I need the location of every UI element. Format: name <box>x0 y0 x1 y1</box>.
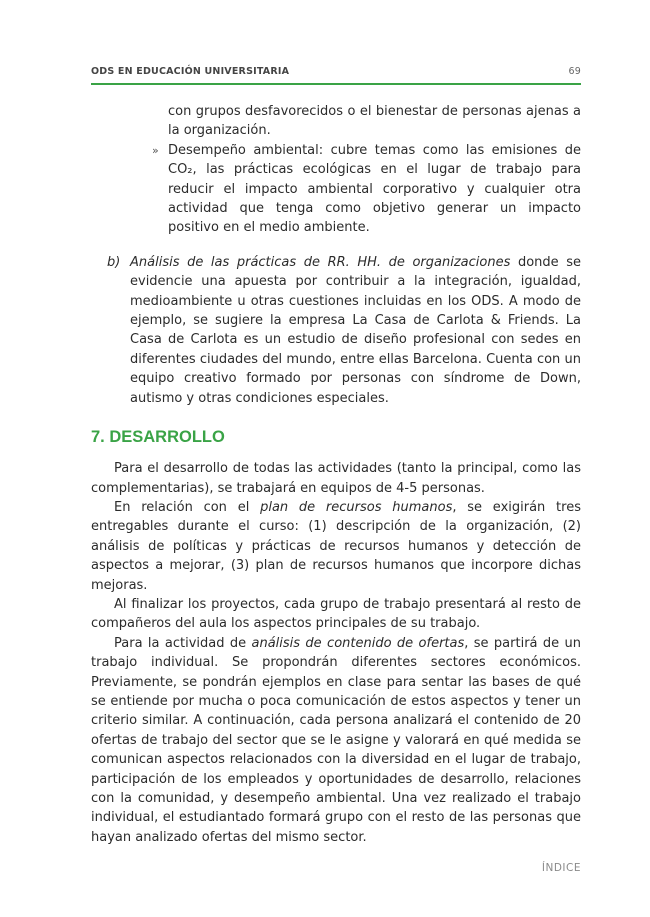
page-number: 69 <box>568 66 581 77</box>
section-heading: 7. DESARROLLO <box>91 428 225 447</box>
index-link[interactable]: ÍNDICE <box>541 862 581 874</box>
continued-text: con grupos desfavorecidos o el bienestar de personas ajenas a la organización. <box>168 104 581 139</box>
paragraph-4-text-a: Para la actividad de <box>114 635 252 651</box>
bullet-marker: » <box>152 143 159 157</box>
paragraph-3: Al finalizar los proyectos, cada grupo de trabajo presentará al resto de compañeros del aula los aspectos principales de su trabajo. <box>91 596 581 632</box>
paragraph-1: Para el desarrollo de todas las actividades (tanto la principal, como las complementarias), se trabajará en equipos de 4-5 personas. <box>91 461 581 496</box>
list-marker-b: b) <box>107 254 121 270</box>
item-b-text: donde se evidencie una apuesta por contribuir a la integración, igualdad, medioambiente u otras cuestiones incluidas en los ODS. A modo de ejemplo, se sugiere la empresa La Casa de Carlota & Friends. La Casa de Carlota es un estudio de diseño profesional con sedes en diferentes ciudades del mundo, entre ellas Barcelona. Cuenta con un equipo creativo formado por personas con síndrome de Down, autismo y otras condiciones especiales. <box>130 254 581 406</box>
running-header <box>91 66 581 77</box>
list-item-b <box>91 253 581 408</box>
header-rule <box>91 83 581 85</box>
paragraph-4 <box>91 634 581 847</box>
paragraph-4-emphasis: análisis de contenido de ofertas <box>251 635 465 651</box>
bullet-item <box>91 141 581 238</box>
item-b-lead: Análisis de las prácticas de RR. HH. de organizaciones <box>130 254 511 270</box>
book-title: ODS EN EDUCACIÓN UNIVERSITARIA <box>91 66 290 77</box>
paragraph-2-text-a: En relación con el <box>114 499 261 515</box>
paragraph-2-text-b: , se exigirán tres entregables durante el curso: (1) descripción de la organización, (2) análisis de políticas y prácticas de recursos humanos y detección de aspectos a mejorar, (3) plan de recursos humanos que incorpore dichas mejoras. <box>91 499 581 593</box>
paragraph-2-emphasis: plan de recursos humanos <box>260 499 453 515</box>
paragraph-4-text-b: , se partirá de un trabajo individual. Se propondrán diferentes sectores económicos. Previamente, se pondrán ejemplos en clase para sentar las bases de qué se entiende por mucha o poca comunicación de estos aspectos y tener un criterio similar. A continuación, cada persona analizará el contenido de 20 ofertas de trabajo del sector que se le asigne y valorará en qué medida se comunican aspectos relacionados con la diversidad en el lugar de trabajo, participación de los empleados y oportunidades de desarrollo, relaciones con la comunidad, y desempeño ambiental. Una vez realizado el trabajo individual, el estudiantado formará grupo con el resto de las personas que hayan analizado ofertas del mismo sector. <box>91 635 581 845</box>
bullet-text: Desempeño ambiental: cubre temas como las emisiones de CO₂, las prácticas ecológicas en el lugar de trabajo para reducir el impacto ambiental corporativo y cualquier otra actividad que tenga como objetivo generar un impacto positivo en el medio ambiente. <box>168 142 581 236</box>
page-body <box>91 102 581 847</box>
paragraph-2 <box>91 498 581 595</box>
